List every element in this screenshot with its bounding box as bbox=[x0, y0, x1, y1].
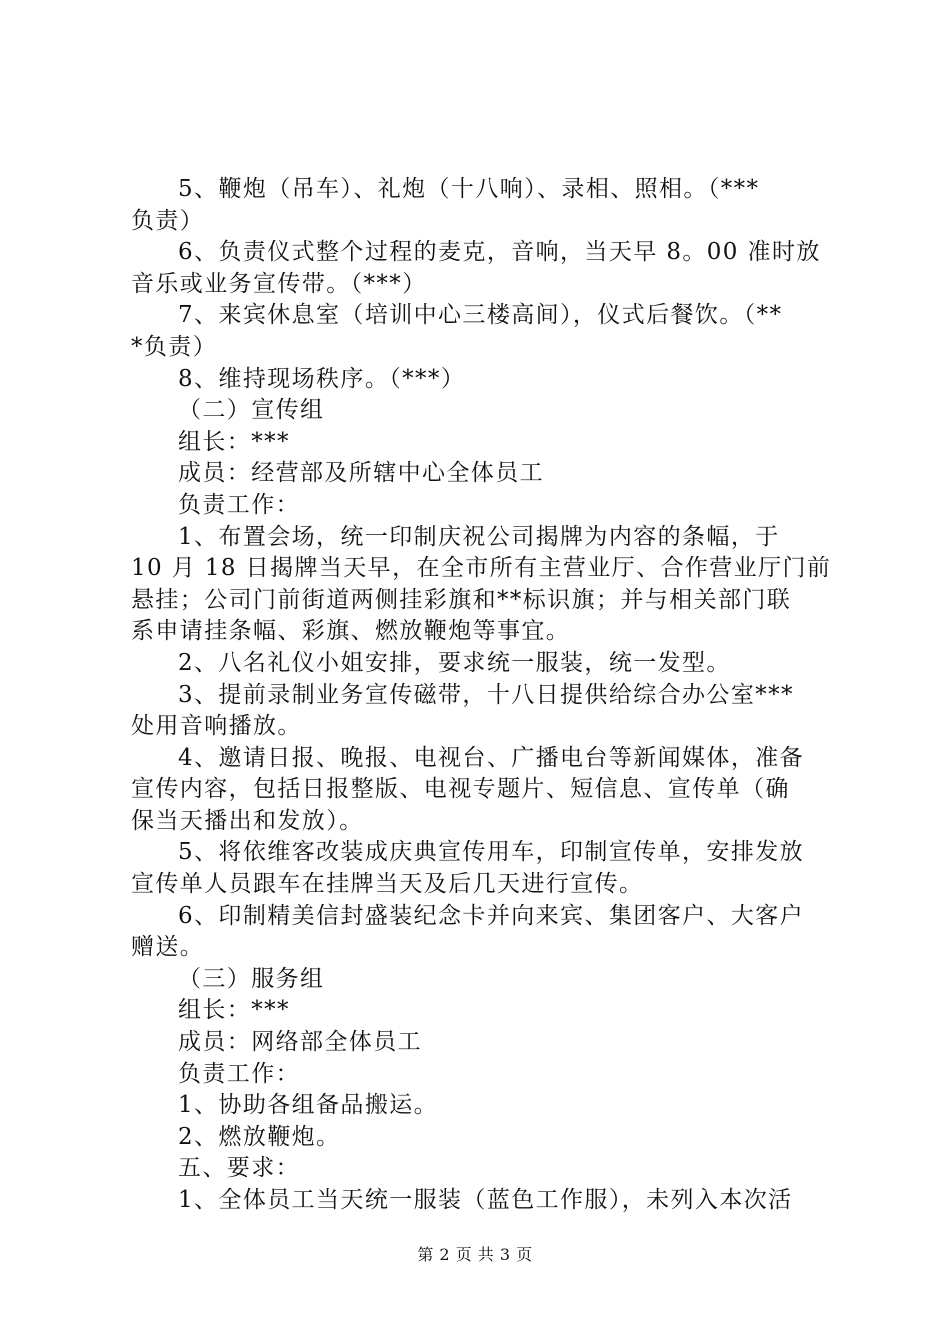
document-line: 6、负责仪式整个过程的麦克，音响，当天早 8。00 准时放 bbox=[178, 239, 821, 266]
document-line: （二）宣传组 bbox=[178, 397, 325, 424]
document-line: 负责工作： bbox=[178, 1060, 300, 1087]
document-line: 5、将依维客改装成庆典宣传用车，印制宣传单，安排发放 bbox=[178, 839, 805, 866]
document-line: 6、印制精美信封盛装纪念卡并向来宾、集团客户、大客户 bbox=[178, 902, 805, 929]
document-body bbox=[131, 174, 831, 1217]
document-line: 保当天播出和发放）。 bbox=[131, 807, 364, 834]
document-line: 成员：网络部全体员工 bbox=[178, 1029, 422, 1056]
document-line: 处用音响播放。 bbox=[131, 713, 302, 740]
document-line: 4、邀请日报、晚报、电视台、广播电台等新闻媒体，准备 bbox=[178, 744, 805, 771]
document-line: （三）服务组 bbox=[178, 965, 325, 992]
document-line: 成员：经营部及所辖中心全体员工 bbox=[178, 460, 544, 487]
document-line: 2、燃放鞭炮。 bbox=[178, 1123, 341, 1150]
document-line: *负责） bbox=[131, 333, 218, 360]
document-line: 负责） bbox=[131, 207, 205, 234]
document-line: 3、提前录制业务宣传磁带，十八日提供给综合办公室*** bbox=[178, 681, 794, 708]
document-line: 组长：*** bbox=[178, 997, 290, 1024]
document-line: 系申请挂条幅、彩旗、燃放鞭炮等事宜。 bbox=[131, 618, 571, 645]
document-line: 1、布置会场，统一印制庆祝公司揭牌为内容的条幅，于 bbox=[178, 523, 780, 550]
document-line: 7、来宾休息室（培训中心三楼高间），仪式后餐饮。（** bbox=[178, 302, 783, 329]
document-line: 1、全体员工当天统一服装（蓝色工作服），未列入本次活 bbox=[178, 1187, 793, 1213]
document-line: 组长：*** bbox=[178, 428, 290, 455]
document-line: 5、鞭炮（吊车）、礼炮（十八响）、录相、照相。（*** bbox=[178, 176, 760, 202]
document-line: 宣传内容，包括日报整版、电视专题片、短信息、宣传单（确 bbox=[131, 776, 790, 803]
document-line: 2、八名礼仪小姐安排，要求统一服装，统一发型。 bbox=[178, 649, 731, 676]
document-line: 五、要求： bbox=[178, 1155, 300, 1182]
page-footer: 第 2 页 共 3 页 bbox=[417, 1245, 533, 1264]
document-line: 宣传单人员跟车在挂牌当天及后几天进行宣传。 bbox=[131, 871, 644, 898]
document-line: 音乐或业务宣传带。（***） bbox=[131, 270, 427, 297]
document-line: 1、协助各组备品搬运。 bbox=[178, 1092, 439, 1119]
document-line: 负责工作： bbox=[178, 491, 300, 518]
document-line: 8、维持现场秩序。（***） bbox=[178, 365, 466, 392]
document-line: 悬挂；公司门前街道两侧挂彩旗和**标识旗；并与相关部门联 bbox=[131, 586, 792, 613]
document-line: 10 月 18 日揭牌当天早，在全市所有主营业厅、合作营业厅门前 bbox=[131, 555, 832, 582]
document-line: 赠送。 bbox=[131, 934, 205, 961]
